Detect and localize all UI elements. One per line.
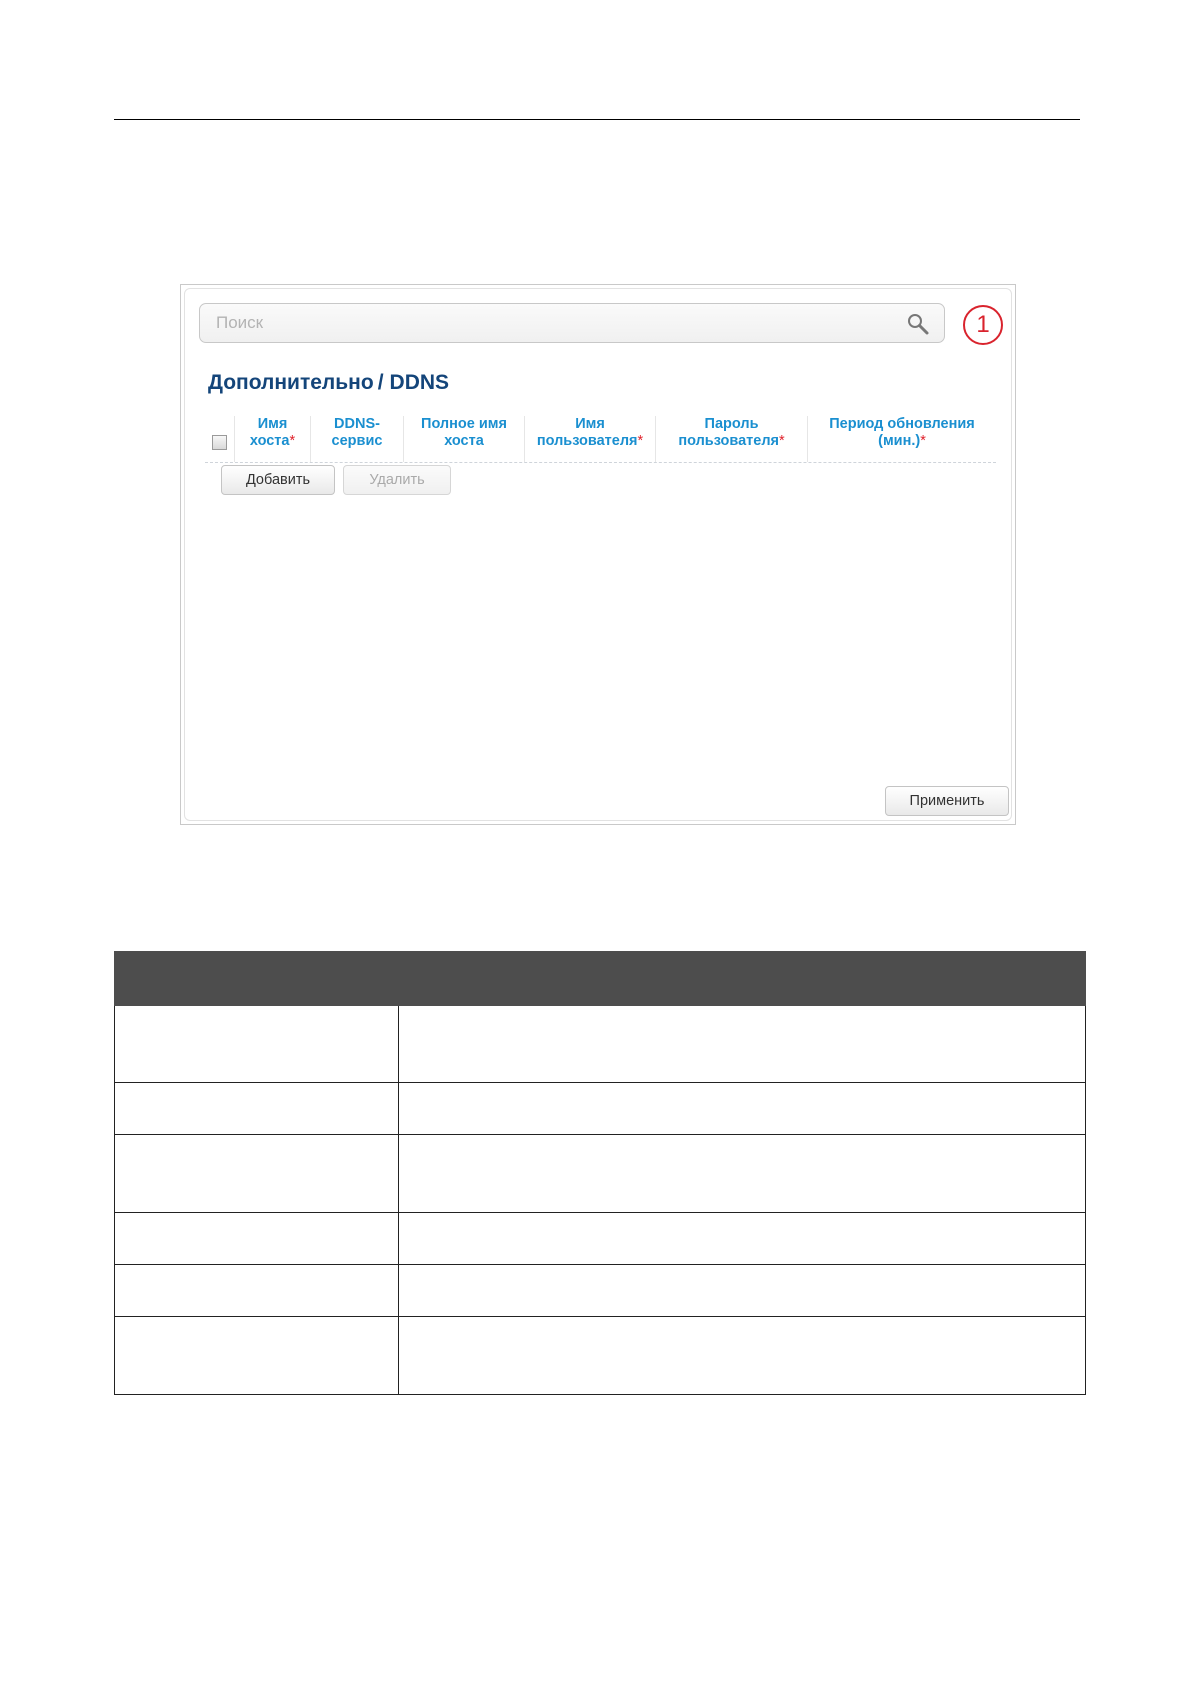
required-mark: * [779,433,785,449]
table-cell [399,1317,1086,1395]
checkbox-icon[interactable] [212,435,227,450]
column-password: Пароль пользователя* [656,416,808,462]
column-update-period: Период обновления (мин.)* [829,416,975,449]
table-cell [399,1265,1086,1317]
required-mark: * [920,433,926,449]
ddns-screenshot [180,284,1016,825]
table-cell [115,1135,399,1213]
column-full-hostname: Полное имя хоста [404,416,525,462]
table-row [115,1213,1086,1265]
page-rule [114,119,1080,120]
add-button[interactable]: Добавить [221,465,335,495]
search-input[interactable] [200,304,922,342]
header-cell-description [399,952,1086,1006]
table-cell [399,1083,1086,1135]
description-table [114,951,1086,1395]
column-username: Имя пользователя* [525,416,656,462]
table-cell [399,1213,1086,1265]
table-row [115,1265,1086,1317]
column-ddns-service: DDNS- сервис [311,416,404,462]
page-title: DDNS [389,371,450,394]
table-header-row [115,952,1086,1006]
breadcrumb-separator: / [377,371,384,394]
required-mark: * [637,433,644,449]
table-cell [399,1135,1086,1213]
table-row [115,1317,1086,1395]
table-row [115,1135,1086,1213]
table-row [115,1083,1086,1135]
table-cell [115,1213,399,1265]
table-cell [399,1006,1086,1083]
select-all-cell[interactable] [205,416,235,462]
breadcrumb-section: Дополнительно [208,371,374,394]
delete-button[interactable]: Удалить [343,465,451,495]
header-cell-parameter [115,952,399,1006]
required-mark: * [289,433,296,449]
table-cell [115,1083,399,1135]
column-hostname: Имя хоста* [235,416,311,462]
table-header [205,416,996,463]
breadcrumb [208,371,449,395]
search-icon[interactable] [906,312,930,336]
apply-button[interactable]: Применить [885,786,1009,816]
table-cell [115,1265,399,1317]
table-cell [115,1317,399,1395]
ui-panel [184,288,1012,821]
callout-marker: 1 [963,305,1003,345]
table-row [115,1006,1086,1083]
table-cell [115,1006,399,1083]
search-box[interactable] [199,303,945,343]
